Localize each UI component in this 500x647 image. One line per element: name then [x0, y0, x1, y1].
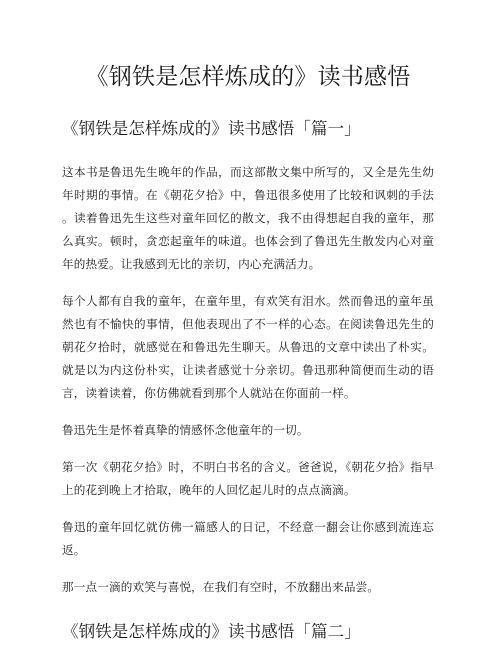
paragraph-2: 每个人都有自我的童年，在童年里，有欢笑有泪水。然而鲁迅的童年虽然也有不愉快的事情，但他表现出了不一样的心态。在阅读鲁迅先生的朝花夕拾时，就感觉在和鲁迅先生聊天。从鲁迅的文章中读出了朴实。就是以为内这份朴实，让读者感觉十分亲切。鲁迅那种简便而生动的语言，读着读着，你仿佛就看到那个人就站在你面前一样。 — [62, 294, 434, 400]
paragraph-4: 第一次《朝花夕拾》时，不明白书名的含义。爸爸说，《朝花夕拾》指早上的花到晚上才拾取，晚年的人回忆起儿时的点点滴滴。 — [62, 460, 434, 497]
paragraph-5: 鲁迅的童年回忆就仿佛一篇感人的日记，不经意一翻会让你感到流连忘返。 — [62, 520, 434, 557]
paragraph-1: 这本书是鲁迅先生晚年的作品，而这部散文集中所写的，又全是先生幼年时期的事情。在《朝花夕拾》中，鲁迅很多使用了比较和讽刺的手法。读着鲁迅先生这些对童年回忆的散文，我不由得想起自我的童年，那么真实。顿时，贪恋起童年的味道。也体会到了鲁迅先生散发内心对童年的热爱。让我感到无比的亲切，内心充满活力。 — [62, 165, 434, 271]
section-1-body — [62, 161, 434, 599]
paragraph-3: 鲁迅先生是怀着真挚的情感怀念他童年的一切。 — [62, 423, 309, 437]
paragraph-6: 那一点一滴的欢笑与喜悦，在我们有空时，不放翻出来品尝。 — [62, 580, 380, 594]
section-heading-2: 《钢铁是怎样炼成的》读书感悟「篇二」 — [62, 622, 361, 641]
section-heading-1: 《钢铁是怎样炼成的》读书感悟「篇一」 — [62, 119, 361, 138]
document-title: 《钢铁是怎样炼成的》读书感悟 — [85, 64, 411, 90]
